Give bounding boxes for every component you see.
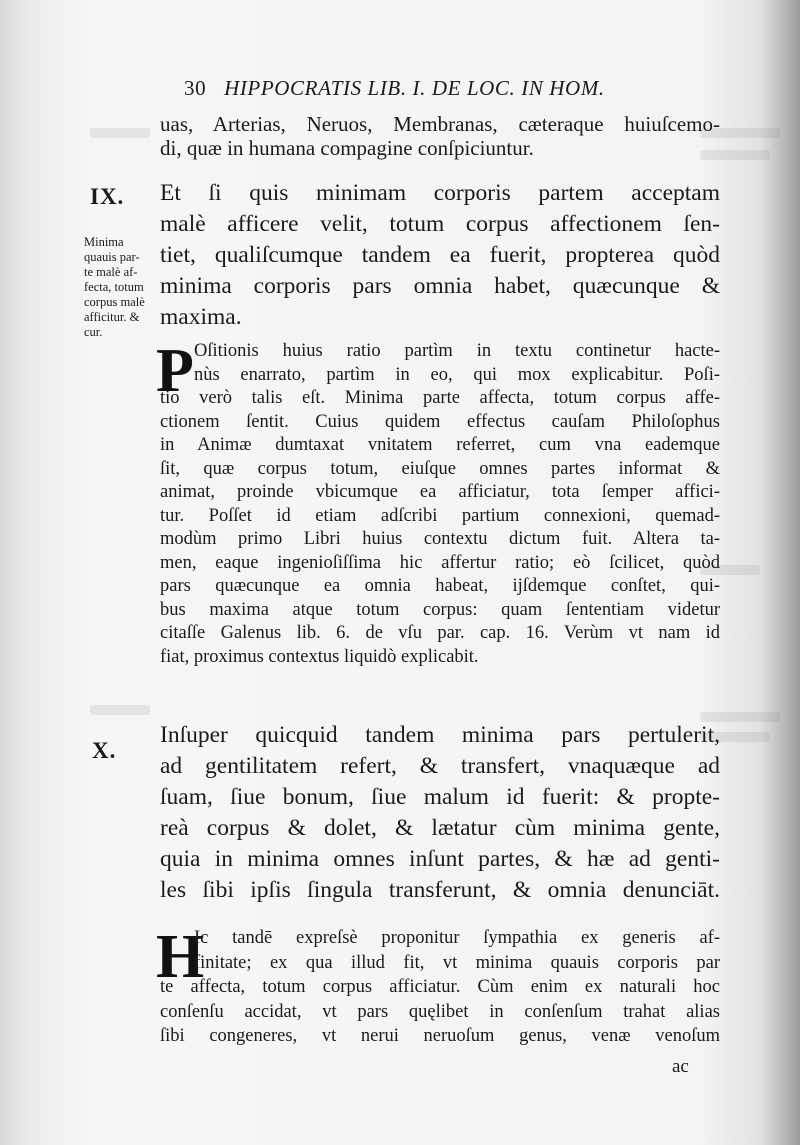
page-number: 30 [184, 76, 207, 100]
text-line: bus maxima atque totum corpus: quam ſententiam videtur [160, 599, 720, 620]
commentary-2 [160, 926, 720, 1049]
text-line: ad gentilitatem refert, & transfert, vnaquæque ad [160, 753, 720, 779]
marginal-note [84, 235, 150, 340]
text-line: tur. Poſſet id etiam adſcribi partium connexioni, quemad- [160, 505, 720, 526]
text-line: malè afficere velit, totum corpus affectionem ſen- [160, 211, 720, 237]
text-line: les ſibi ipſis ſingula transferunt, & omnia denunciāt. [160, 877, 720, 903]
text-line: Ic tandē expreſsè proponitur ſympathia ex generis af- [194, 928, 720, 948]
text-line: reà corpus & dolet, & lætatur cùm minima gente, [160, 815, 720, 841]
continuation-text [160, 112, 720, 160]
running-title: HIPPOCRATIS LIB. I. DE LOC. IN HOM. [224, 76, 605, 100]
section-number-x: X. [92, 738, 117, 763]
section-ix-text [160, 178, 720, 333]
note-line: corpus malè [84, 295, 145, 309]
text-line: ſibi congeneres, vt nerui neruoſum genus, venæ venoſum [160, 1026, 720, 1046]
section-x-text [160, 720, 720, 906]
text-line: modùm primo Libri huius contextu dictum fuit. Altera ta- [160, 529, 720, 549]
text-line: fiat, proximus contextus liquidò explicabit. [160, 646, 479, 667]
text-line: Inſuper quicquid tandem minima pars pertulerit, [160, 722, 720, 748]
text-line: Oſitionis huius ratio partìm in textu continetur hacte- [194, 341, 720, 361]
text-line: maxima. [160, 304, 242, 330]
note-line: cur. [84, 325, 103, 339]
text-line: quia in minima omnes inſunt partes, & hæ ad genti- [160, 846, 720, 872]
text-line: ſuam, ſiue bonum, ſiue malum id fuerit: & propte- [160, 784, 720, 810]
note-line: Minima [84, 235, 124, 249]
text-line: ctionem ſentit. Cuius quidem effectus cauſam Philoſophus [160, 411, 720, 432]
text-line: citaſſe Galenus lib. 6. de vſu par. cap. 16. Verùm vt nam id [160, 623, 720, 643]
text-line: pars quæcunque ea omnia habeat, ijſdemque conſtet, qui- [160, 576, 720, 596]
text-line: animat, proinde vbicumque ea afficiatur, tota ſemper affici- [160, 482, 720, 502]
drop-cap: H [156, 923, 205, 991]
text-line: in Animæ dumtaxat vnitatem referret, cum vna eademque [160, 435, 720, 455]
text-line: conſenſu accidat, vt pars quęlibet in conſenſum trahat alias [160, 1001, 720, 1022]
section-number-ix: IX. [90, 184, 125, 209]
drop-cap: P [156, 337, 194, 405]
running-head [184, 76, 644, 101]
note-line: fecta, totum [84, 280, 144, 294]
text-line: tiet, qualiſcumque tandem ea fuerit, propterea quòd [160, 242, 720, 268]
note-line: quauis par- [84, 250, 140, 264]
text-line: men, eaque ingenioſiſſima hic affertur ratio; eò ſcilicet, quòd [160, 552, 720, 573]
commentary-1 [160, 340, 720, 669]
text-line: nùs enarrato, partìm in eo, qui mox explicabitur. Poſi- [194, 364, 720, 385]
text-line: finitate; ex qua illud fit, vt minima quauis corporis par [194, 952, 720, 973]
text-line: uas, Arterias, Neruos, Membranas, cæteraque huiuſcemo- [160, 112, 720, 136]
text-line: ſit, quæ corpus totum, eiuſque omnes partes informat & [160, 458, 720, 479]
text-line: tio verò talis eſt. Minima parte affecta, totum corpus affe- [160, 388, 720, 408]
note-line: te malè af- [84, 265, 138, 279]
text-line: Et ſi quis minimam corporis partem acceptam [160, 180, 720, 206]
text-line: minima corporis pars omnia habet, quæcunque & [160, 273, 720, 299]
text-line: te affecta, totum corpus afficiatur. Cùm enim ex naturali hoc [160, 977, 720, 997]
text-line: di, quæ in humana compagine conſpiciuntur. [160, 136, 534, 160]
catchword: ac [672, 1056, 689, 1077]
note-line: afficitur. & [84, 310, 140, 324]
